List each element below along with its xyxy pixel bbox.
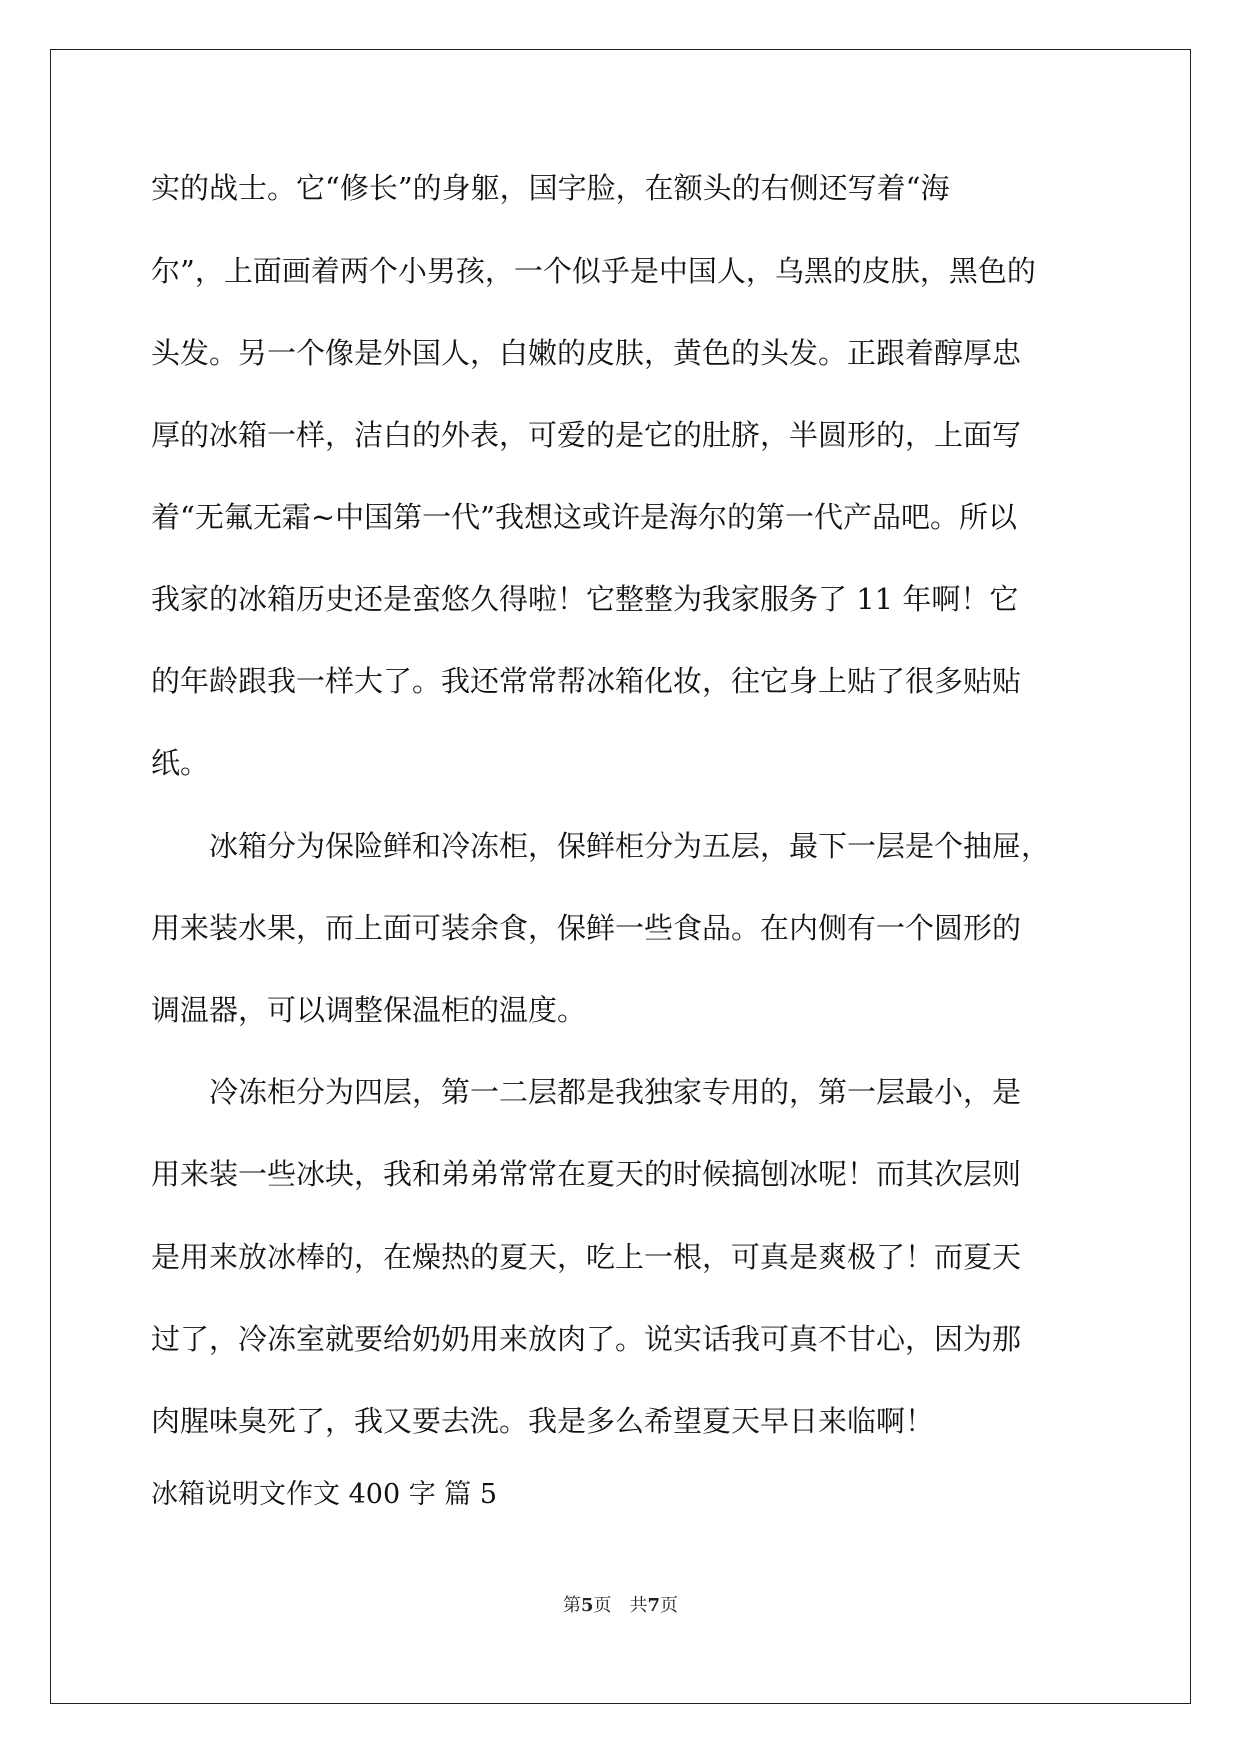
text-line: 用来装一些冰块，我和弟弟常常在夏天的时候搞刨冰呢！而其次层则	[151, 1157, 1022, 1191]
text-line: 尔”，上面画着两个小男孩，一个似乎是中国人，乌黑的皮肤，黑色的	[151, 254, 1036, 288]
total-page-number: 7	[647, 1595, 661, 1616]
text-line: 冰箱分为保险鲜和冷冻柜，保鲜柜分为五层，最下一层是个抽屉，	[151, 829, 1051, 863]
page-suffix: 页	[660, 1595, 679, 1616]
page-prefix: 第	[562, 1595, 581, 1616]
text-line: 是用来放冰棒的，在燥热的夏天，吃上一根，可真是爽极了！而夏天	[151, 1240, 1022, 1274]
page-footer	[0, 1594, 1241, 1618]
text-line: 实的战士。它“修长”的身躯，国字脸，在额头的右侧还写着“海	[151, 171, 950, 205]
page-border	[50, 49, 1191, 1704]
text-line: 调温器，可以调整保温柜的温度。	[151, 993, 587, 1027]
page-separator: 页 共	[593, 1595, 648, 1616]
text-line: 的年龄跟我一样大了。我还常常帮冰箱化妆，往它身上贴了很多贴贴	[151, 664, 1022, 698]
text-line: 头发。另一个像是外国人，白嫩的皮肤，黄色的头发。正跟着醇厚忠	[151, 336, 1022, 370]
text-line: 用来装水果，而上面可装余食，保鲜一些食品。在内侧有一个圆形的	[151, 911, 1022, 945]
section-heading: 冰箱说明文作文 400 字 篇 5	[151, 1479, 498, 1510]
text-line: 肉腥味臭死了，我又要去洗。我是多么希望夏天早日来临啊！	[151, 1404, 935, 1438]
text-line: 着“无氟无霜~中国第一代”我想这或许是海尔的第一代产品吧。所以	[151, 500, 1017, 534]
text-line: 我家的冰箱历史还是蛮悠久得啦！它整整为我家服务了 11 年啊！它	[151, 582, 1019, 616]
current-page-number: 5	[580, 1595, 594, 1616]
text-line: 纸。	[151, 746, 210, 780]
text-line: 厚的冰箱一样，洁白的外表，可爱的是它的肚脐，半圆形的，上面写	[151, 418, 1022, 452]
text-line: 过了，冷冻室就要给奶奶用来放肉了。说实话我可真不甘心，因为那	[151, 1322, 1022, 1356]
text-line: 冷冻柜分为四层，第一二层都是我独家专用的，第一层最小，是	[151, 1075, 1022, 1109]
